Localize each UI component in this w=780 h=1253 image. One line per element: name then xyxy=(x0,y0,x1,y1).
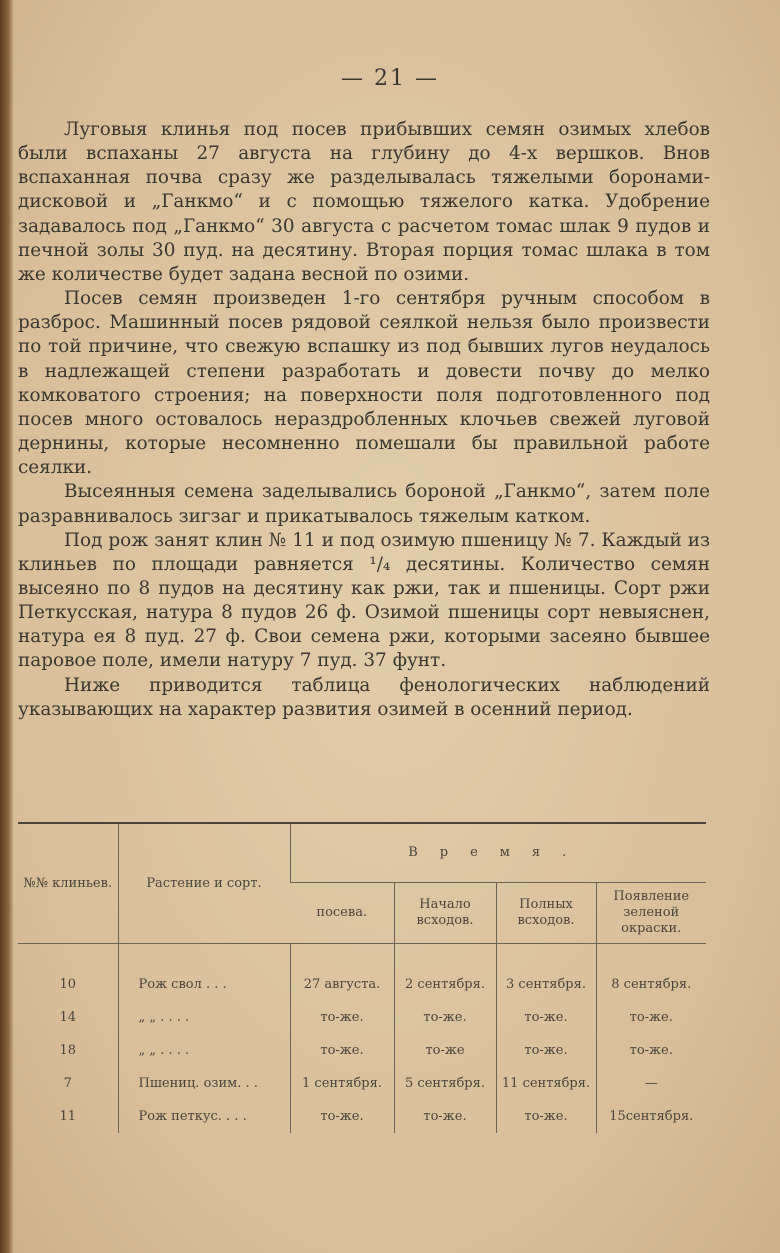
paragraph: Высеянныя семена заделывались бороной „Ганкмо“, затем поле разравнивалось зигзаг и прикатывалось тяжелым катком. xyxy=(18,481,710,527)
phenology-table xyxy=(18,822,706,1154)
header-sowing: посева. xyxy=(290,883,394,944)
cell-full: то-же. xyxy=(496,1034,596,1067)
cell-num: 7 xyxy=(63,1076,72,1091)
cell-start: то-же. xyxy=(394,1100,496,1133)
cell-green: то-же. xyxy=(596,1001,706,1034)
cell-plant: Рож петкус. . . . xyxy=(118,1100,290,1133)
paragraph: Ниже приводится таблица фенологических наблюдений указывающих на характер развития озимей в осенний период. xyxy=(18,674,710,720)
cell-green: 8 сентября. xyxy=(596,968,706,1001)
cell-start: то-же. xyxy=(394,1001,496,1034)
book-spine xyxy=(0,0,14,1253)
table-row xyxy=(18,968,706,1001)
cell-full: то-же. xyxy=(496,1001,596,1034)
cell-sow: то-же. xyxy=(290,1001,394,1034)
cell-sow: то-же. xyxy=(290,1100,394,1133)
header-emergence-start: Начало всходов. xyxy=(394,883,496,944)
cell-plant: Рож свол . . . xyxy=(118,968,290,1001)
body-text xyxy=(18,118,710,722)
table-row xyxy=(18,1001,706,1034)
cell-start: то-же xyxy=(394,1034,496,1067)
table-row xyxy=(18,1067,706,1100)
cell-full: то-же. xyxy=(496,1100,596,1133)
header-plant: Растение и сорт. xyxy=(118,824,290,944)
cell-num: 11 xyxy=(59,1109,77,1124)
paragraph: Луговыя клинья под посев прибывших семян озимых хлебов были вспаханы 27 августа на глубину до 4-х вершков. Внов вспаханная почва сразу же разделывалась тяжелыми боронами-дисковой и „Ганкмо“ и с помощью тяжелого катка. Удобрение задавалось под „Ганкмо“ 30 августа с расчетом томас шлак 9 пудов и печной золы 30 пуд. на десятину. Вторая порция томас шлака в том же количестве будет задана весной по озими. xyxy=(18,119,710,285)
cell-full: 3 сентября. xyxy=(496,968,596,1001)
page-number: — 21 — xyxy=(341,66,439,91)
cell-start: 5 сентября. xyxy=(394,1067,496,1100)
cell-num: 10 xyxy=(59,977,77,992)
cell-green: 15сентября. xyxy=(596,1100,706,1133)
cell-full: 11 сентября. xyxy=(496,1067,596,1100)
cell-num: 18 xyxy=(59,1043,77,1058)
cell-green: — xyxy=(596,1067,706,1100)
cell-start: 2 сентября. xyxy=(394,968,496,1001)
cell-sow: 27 августа. xyxy=(290,968,394,1001)
table-row xyxy=(18,1034,706,1067)
phenology-table-grid xyxy=(18,824,706,1133)
cell-sow: 1 сентября. xyxy=(290,1067,394,1100)
cell-num: 14 xyxy=(59,1010,77,1025)
header-green-color: Появление зеленой окраски. xyxy=(596,883,706,944)
cell-plant: „ „ . . . . xyxy=(118,1001,290,1034)
paragraph: Под рож занят клин № 11 и под озимую пшеницу № 7. Каждый из клиньев по площади равняется ¹/₄ десятины. Количество семян высеяно по 8 пудов на десятину как ржи, так и пшеницы. Сорт ржи Петкусская, натура 8 пудов 26 ф. Озимой пшеницы сорт невыяснен, натура ея 8 пуд. 27 ф. Свои семена ржи, которыми засеяно бывшее паровое поле, имели натуру 7 пуд. 37 фунт. xyxy=(18,529,710,672)
cell-sow: то-же. xyxy=(290,1034,394,1067)
cell-green: то-же. xyxy=(596,1034,706,1067)
paragraph: Посев семян произведен 1-го сентября ручным способом в разброс. Машинный посев рядовой сеялкой нельзя было произвести по той причине, что свежую вспашку из под бывших лугов неудалось в надлежащей степени разработать и довести почву до мелко комковатого строения; на поверхности поля подготовленного под посев много остовалось нераздробленных клочьев свежей луговой дернины, которые несомненно помешали бы правильной работе сеялки. xyxy=(18,288,710,479)
cell-plant: „ „ . . . . xyxy=(118,1034,290,1067)
header-full-emergence: Полных всходов. xyxy=(496,883,596,944)
cell-plant: Пшениц. озим. . . xyxy=(118,1067,290,1100)
table-row xyxy=(18,1100,706,1133)
header-time: Время. xyxy=(290,824,706,883)
header-klin-number: №№ клиньев. xyxy=(23,875,113,891)
